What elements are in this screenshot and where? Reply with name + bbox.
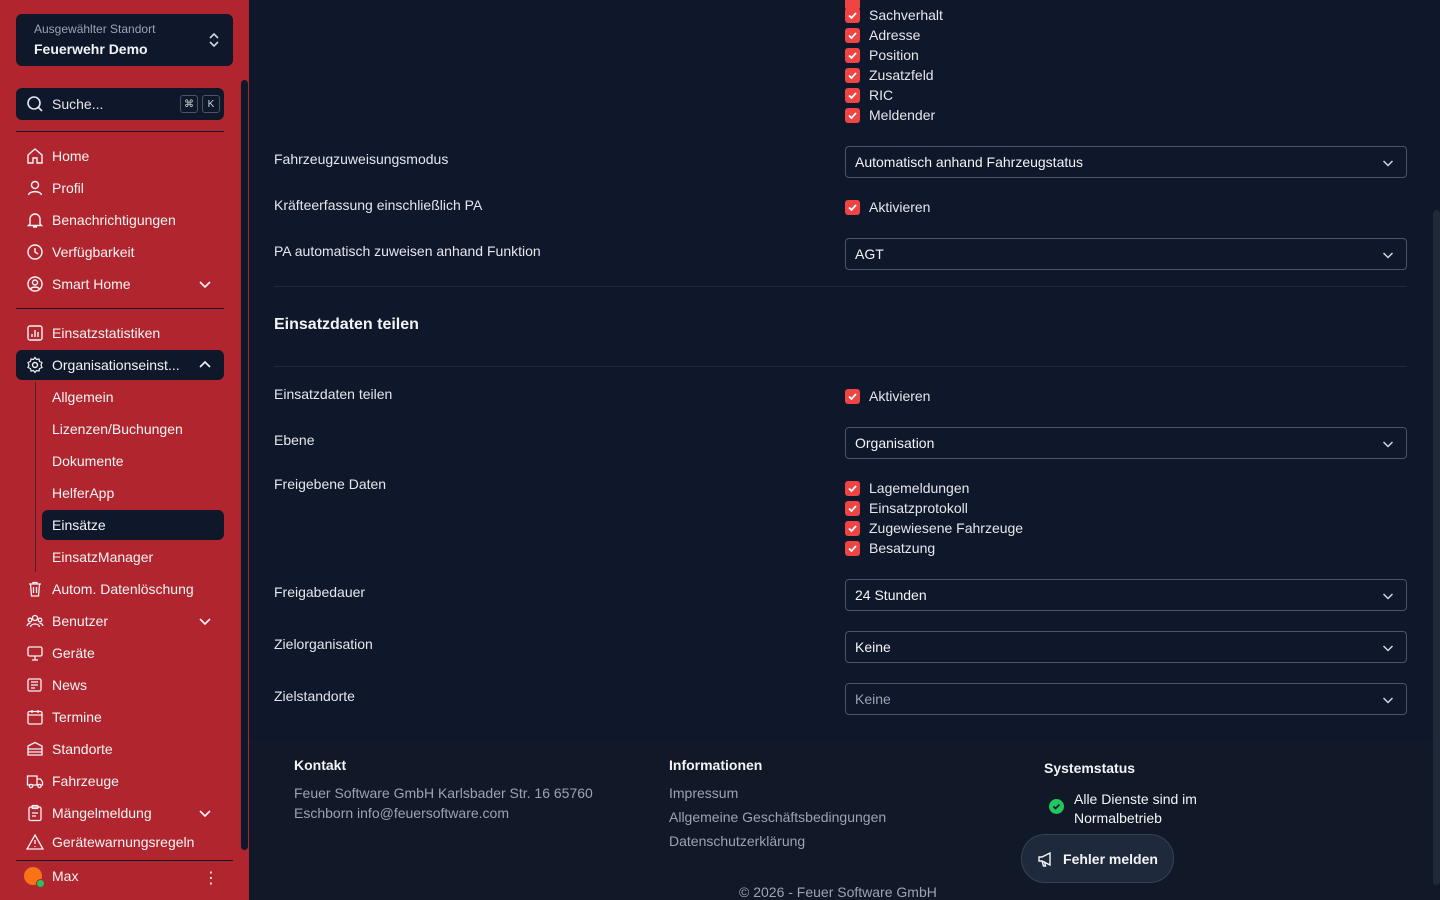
checkbox-sachverhalt[interactable] — [845, 5, 943, 25]
check-icon — [845, 521, 860, 536]
location-name: Feuerwehr Demo — [34, 41, 148, 57]
footer-link-agb[interactable]: Allgemeine Geschäftsbedingungen — [669, 809, 887, 825]
sidebar-item-label: Home — [52, 148, 90, 164]
avatar — [24, 867, 42, 885]
sidebar-subitem-allgemein[interactable]: Allgemein — [52, 389, 114, 405]
chart-icon — [26, 324, 44, 342]
checkbox-einsatzdaten-teilen[interactable] — [845, 386, 930, 406]
field-label-zielorganisation: Zielorganisation — [274, 636, 373, 652]
sidebar-subitem-lizenzen[interactable]: Lizenzen/Buchungen — [52, 421, 183, 437]
check-icon — [845, 68, 860, 83]
section-divider — [274, 366, 1407, 367]
select-value: AGT — [855, 246, 884, 262]
sidebar-item-label: Termine — [52, 709, 102, 725]
check-icon — [845, 389, 860, 404]
user-icon — [26, 179, 44, 197]
chevron-up-down-icon — [207, 31, 221, 49]
gear-icon — [26, 356, 44, 374]
checkbox-label: Meldender — [869, 107, 936, 123]
footer-contact-line1: Feuer Software GmbH Karlsbader Str. 16 65760 — [294, 785, 593, 801]
sidebar-item-profil[interactable] — [16, 173, 224, 203]
checkbox-zusatzfeld[interactable] — [845, 65, 934, 85]
check-icon — [845, 48, 860, 63]
field-label-freigabedauer: Freigabedauer — [274, 584, 366, 600]
sidebar-item-label: Fahrzeuge — [52, 773, 119, 789]
checkbox-zugewiesene-fahrzeuge[interactable] — [845, 518, 1023, 538]
footer-link-datenschutz[interactable]: Datenschutzerklärung — [669, 833, 806, 849]
chevron-down-icon — [1382, 590, 1394, 602]
sidebar-item-label: Gerätewarnungsregeln — [52, 834, 195, 850]
checkbox-position[interactable] — [845, 45, 919, 65]
select-fahrzeugzuweisungsmodus[interactable] — [845, 146, 1407, 178]
sidebar-divider — [16, 131, 224, 132]
section-divider — [274, 286, 1407, 287]
checkbox-label: Aktivieren — [869, 388, 931, 404]
checkbox-besatzung[interactable] — [845, 538, 935, 558]
sidebar-item-smart-home[interactable] — [16, 269, 224, 299]
report-bug-label: Fehler melden — [1063, 850, 1158, 867]
select-zielstandorte[interactable] — [845, 683, 1407, 715]
chevron-up-icon — [198, 358, 212, 372]
chevron-down-icon — [1382, 642, 1394, 654]
select-ebene[interactable] — [845, 427, 1407, 459]
select-value: 24 Stunden — [855, 587, 927, 603]
chevron-down-icon — [198, 806, 212, 820]
chevron-down-icon — [1382, 438, 1394, 450]
sidebar-item-geraete[interactable] — [16, 638, 224, 668]
user-circle-icon — [26, 275, 44, 293]
sidebar-item-einsatzstatistiken[interactable] — [16, 318, 224, 348]
user-name: Max — [52, 867, 79, 884]
checkbox-label: Zugewiesene Fahrzeuge — [869, 520, 1024, 536]
megaphone-icon — [1037, 850, 1055, 868]
home-icon — [26, 147, 44, 165]
field-label-ebene: Ebene — [274, 432, 315, 448]
search-input[interactable] — [16, 88, 224, 120]
sidebar-subitem-einsatzmanager[interactable]: EinsatzManager — [52, 549, 154, 565]
search-icon — [26, 95, 44, 113]
checkbox-meldender[interactable] — [845, 105, 935, 125]
chevron-down-icon — [198, 277, 212, 291]
checkbox-label: Aktivieren — [869, 199, 931, 215]
checkbox-label: Lagemeldungen — [869, 480, 970, 496]
bell-icon — [26, 211, 44, 229]
select-value: Organisation — [855, 435, 935, 451]
kbd-command: ⌘ — [180, 95, 198, 113]
checkbox-label: Position — [869, 47, 919, 63]
user-menu-row[interactable] — [16, 860, 233, 890]
checkbox-label: Besatzung — [869, 540, 936, 556]
checkbox-kraefteerfassung[interactable] — [845, 197, 930, 217]
sidebar-item-organisationseinstellungen[interactable] — [16, 350, 224, 380]
select-value: Automatisch anhand Fahrzeugstatus — [855, 154, 1084, 170]
check-icon — [845, 200, 860, 215]
field-label-freigebene-daten: Freigebene Daten — [274, 476, 387, 492]
select-zielorganisation[interactable] — [845, 631, 1407, 663]
sidebar-item-label: News — [52, 677, 88, 693]
more-vertical-icon[interactable]: ⋮ — [203, 870, 219, 887]
system-status-text[interactable]: Alle Dienste sind im Normalbetrieb — [1074, 791, 1197, 826]
truck-icon — [26, 772, 44, 790]
check-icon — [845, 88, 860, 103]
warning-icon — [26, 833, 44, 851]
checkbox-label: Adresse — [869, 27, 921, 43]
online-status-dot — [36, 879, 45, 888]
sidebar-item-label: Profil — [52, 180, 84, 196]
chevron-down-icon — [198, 614, 212, 628]
chevron-down-icon — [1382, 249, 1394, 261]
field-label-fahrzeugzuweisung: Fahrzeugzuweisungsmodus — [274, 151, 449, 167]
report-bug-button[interactable] — [1021, 834, 1174, 883]
building-icon — [26, 740, 44, 758]
check-icon — [845, 108, 860, 123]
sidebar-item-label: Geräte — [52, 645, 95, 661]
sidebar-item-benachrichtigungen[interactable] — [16, 205, 224, 235]
sidebar-item-benutzer[interactable] — [16, 606, 224, 636]
field-label-kraefteerfassung: Kräfteerfassung einschließlich PA — [274, 197, 483, 213]
sidebar-item-datenloeschung[interactable] — [16, 574, 224, 604]
sidebar-scrollbar[interactable] — [241, 80, 248, 850]
checkbox-label: Sachverhalt — [869, 7, 943, 23]
checkbox-lagemeldungen[interactable] — [845, 478, 969, 498]
search-placeholder: Suche... — [52, 96, 104, 112]
sidebar-item-label: Benachrichtigungen — [52, 212, 176, 228]
footer-heading-systemstatus: Systemstatus — [1044, 760, 1136, 776]
submenu-line — [35, 382, 36, 572]
sidebar-subitem-einsaetze[interactable]: Einsätze — [42, 510, 224, 540]
select-placeholder: Keine — [855, 691, 891, 707]
check-icon — [845, 28, 860, 43]
kbd-k: K — [202, 95, 220, 113]
sidebar-item-label: Standorte — [52, 741, 113, 757]
select-freigabedauer[interactable] — [845, 579, 1407, 611]
main-scrollbar[interactable] — [1433, 210, 1440, 885]
sidebar-item-label: Verfügbarkeit — [52, 244, 135, 260]
checkbox-ric[interactable] — [845, 85, 893, 105]
main-content — [249, 0, 1440, 900]
sidebar-item-home[interactable] — [16, 141, 224, 171]
footer-contact-line2: Eschborn info@feuersoftware.com — [294, 805, 509, 821]
users-icon — [26, 612, 44, 630]
chevron-down-icon — [1382, 157, 1394, 169]
footer-heading-kontakt: Kontakt — [294, 757, 347, 773]
sidebar-subitem-helferapp[interactable]: HelferApp — [52, 485, 115, 501]
sidebar-item-label: Autom. Datenlöschung — [52, 581, 194, 597]
sidebar-item-label: Einsatzstatistiken — [52, 325, 161, 341]
calendar-icon — [26, 708, 44, 726]
checkbox-label: RIC — [869, 87, 894, 103]
clock-icon — [26, 243, 44, 261]
check-icon — [845, 501, 860, 516]
clipboard-icon — [26, 804, 44, 822]
field-label-pa-zuweisen: PA automatisch zuweisen anhand Funktion — [274, 243, 541, 259]
sidebar-item-fahrzeuge[interactable] — [16, 766, 224, 796]
checkbox-label: Zusatzfeld — [869, 67, 934, 83]
footer-heading-informationen: Informationen — [669, 757, 763, 773]
check-circle-icon — [1049, 799, 1064, 814]
footer — [249, 740, 1440, 900]
sidebar-item-news[interactable] — [16, 670, 224, 700]
sidebar-item-label: Smart Home — [52, 276, 131, 292]
sidebar-item-standorte[interactable] — [16, 734, 224, 764]
sidebar-item-verfuegbarkeit[interactable] — [16, 237, 224, 267]
monitor-icon — [26, 644, 44, 662]
field-label-einsatzdaten-teilen: Einsatzdaten teilen — [274, 386, 393, 402]
location-label: Ausgewählter Standort — [34, 22, 156, 36]
sidebar-item-maengelmeldung[interactable] — [16, 798, 224, 828]
check-icon — [845, 481, 860, 496]
select-value: Keine — [855, 639, 891, 655]
checkbox-adresse[interactable] — [845, 25, 920, 45]
sidebar-item-label: Organisationseinst... — [52, 357, 180, 373]
sidebar-subitem-dokumente[interactable]: Dokumente — [52, 453, 124, 469]
newspaper-icon — [26, 676, 44, 694]
copyright: © 2026 - Feuer Software GmbH — [739, 884, 937, 900]
sidebar-item-label: Mängelmeldung — [52, 805, 152, 821]
footer-link-impressum[interactable]: Impressum — [669, 785, 739, 801]
check-icon — [845, 8, 860, 23]
checkbox-label: Einsatzprotokoll — [869, 500, 968, 516]
sidebar-item-label: Benutzer — [52, 613, 109, 629]
sidebar — [0, 0, 249, 900]
sidebar-divider — [16, 308, 224, 309]
sidebar-item-termine[interactable] — [16, 702, 224, 732]
section-title: Einsatzdaten teilen — [274, 316, 419, 333]
field-label-zielstandorte: Zielstandorte — [274, 688, 355, 704]
check-icon — [845, 541, 860, 556]
checkbox-einsatzprotokoll[interactable] — [845, 498, 968, 518]
trash-icon — [26, 580, 44, 598]
select-pa-funktion[interactable] — [845, 238, 1407, 270]
sidebar-item-geraetewarnungsregeln[interactable] — [16, 830, 224, 854]
location-switcher[interactable] — [16, 14, 233, 66]
chevron-down-icon — [1382, 694, 1394, 706]
